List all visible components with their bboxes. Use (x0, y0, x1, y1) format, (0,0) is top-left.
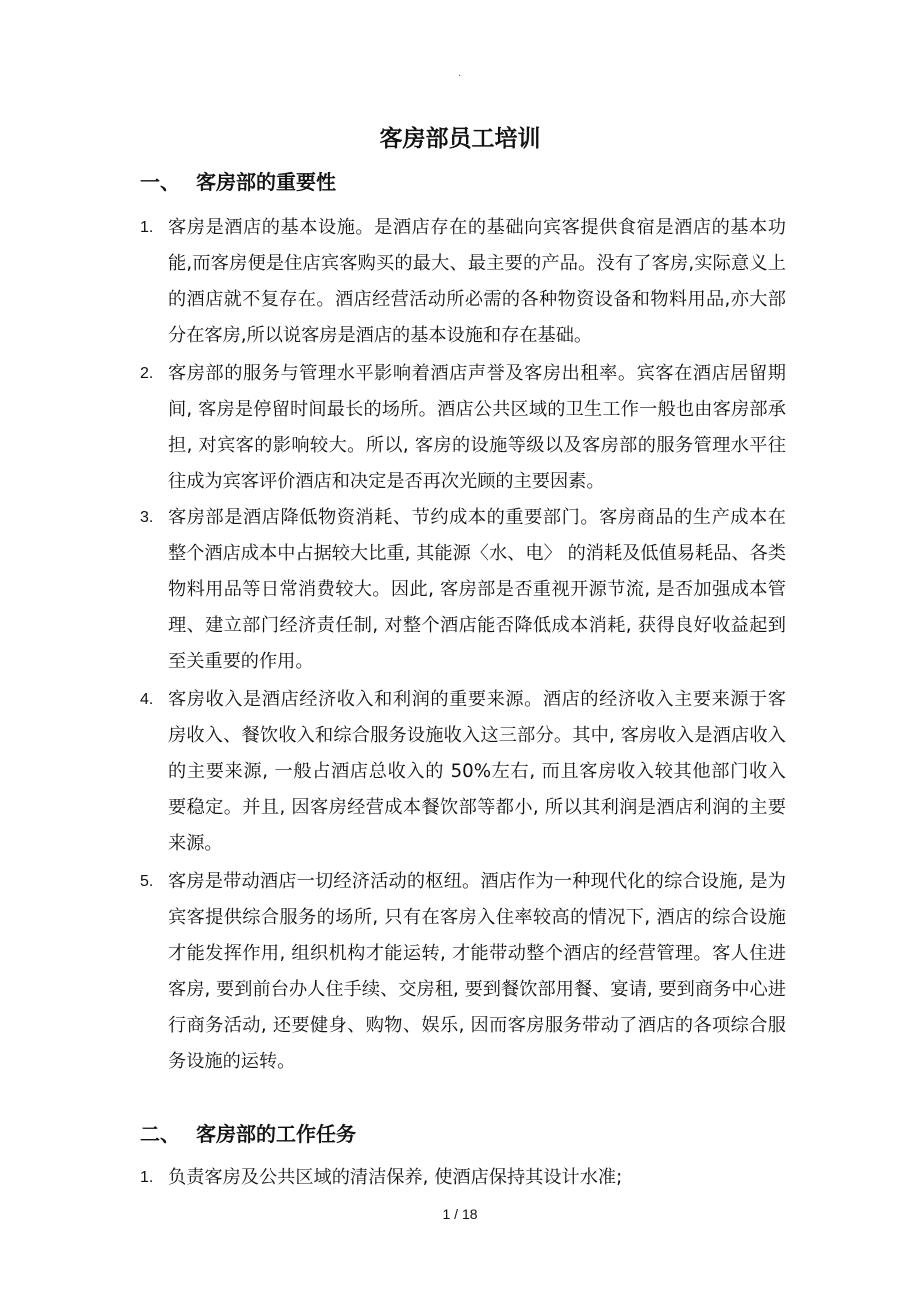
paragraph-line: 务设施的运转。 (168, 1051, 296, 1072)
paragraph-line: 整个酒店成本中占据较大比重, 其能源〈水、电〉 的消耗及低值易耗品、各类 (168, 543, 786, 564)
paragraph-line: 才能发挥作用, 组织机构才能运转, 才能带动整个酒店的经营管理。客人住进 (168, 943, 786, 964)
paragraph-line: 客房部是酒店降低物资消耗、节约成本的重要部门。客房商品的生产成本在 (168, 507, 786, 528)
section-number: 一、 (140, 170, 180, 194)
paragraph-line: 能,而客房便是住店宾客购买的最大、最主要的产品。没有了客房,实际意义上 (168, 253, 786, 274)
section-heading-text: 客房部的工作任务 (196, 1122, 356, 1146)
paragraph-line: 物料用品等日常消费较大。因此, 客房部是否重视开源节流, 是否加强成本管 (168, 579, 786, 600)
section-number: 二、 (140, 1122, 180, 1146)
paragraph-line: 至关重要的作用。 (168, 651, 314, 672)
list-item-number: 3. (140, 509, 154, 526)
paragraph-line: 的主要来源, 一般占酒店总收入的 50%左右, 而且客房收入较其他部门收入 (168, 761, 786, 782)
paragraph-line: 客房, 要到前台办人住手续、交房租, 要到餐饮部用餐、宴请, 要到商务中心进 (168, 979, 786, 1000)
paragraph-line: 宾客提供综合服务的场所, 只有在客房入住率较高的情况下, 酒店的综合设施 (168, 907, 786, 928)
list-item (140, 864, 786, 1080)
list-item (140, 1160, 786, 1196)
section-heading-text: 客房部的重要性 (196, 170, 336, 194)
paragraph-line: 往成为宾客评价酒店和决定是否再次光顾的主要因素。 (168, 471, 605, 492)
list-item-number: 5. (140, 873, 154, 890)
paragraph-line: 的酒店就不复存在。酒店经营活动所必需的各种物资设备和物料用品,亦大部 (168, 289, 786, 310)
paragraph-line: 客房是带动酒店一切经济活动的枢纽。酒店作为一种现代化的综合设施, 是为 (168, 871, 786, 892)
paragraph-line: 行商务活动, 还要健身、购物、娱乐, 因而客房服务带动了酒店的各项综合服 (168, 1015, 786, 1036)
paragraph-line: 负责客房及公共区域的清洁保养, 使酒店保持其设计水准; (168, 1167, 623, 1188)
list-item-number: 2. (140, 365, 154, 382)
list-item (140, 682, 786, 862)
list-item-number: 4. (140, 691, 154, 708)
list-item-number: 1. (140, 1169, 154, 1186)
paragraph-line: 客房是酒店的基本设施。是酒店存在的基础向宾客提供食宿是酒店的基本功 (168, 217, 786, 238)
list-item (140, 210, 786, 354)
paragraph-line: 担, 对宾客的影响较大。所以, 客房的设施等级以及客房部的服务管理水平往 (168, 435, 786, 456)
page-number: 1 / 18 (442, 1206, 478, 1222)
header-mark: . (458, 68, 462, 79)
paragraph-line: 客房部的服务与管理水平影响着酒店声誉及客房出租率。宾客在酒店居留期 (168, 363, 786, 384)
section-heading (140, 166, 336, 195)
paragraph-line: 房收入、餐饮收入和综合服务设施收入这三部分。其中, 客房收入是酒店收入 (168, 725, 786, 746)
paragraph-line: 间, 客房是停留时间最长的场所。酒店公共区域的卫生工作一般也由客房部承 (168, 399, 786, 420)
paragraph-line: 要稳定。并且, 因客房经营成本餐饮部等都小, 所以其利润是酒店利润的主要 (168, 797, 786, 818)
list-item-number: 1. (140, 219, 154, 236)
paragraph-line: 客房收入是酒店经济收入和利润的重要来源。酒店的经济收入主要来源于客 (168, 689, 786, 710)
paragraph-line: 理、建立部门经济责任制, 对整个酒店能否降低成本消耗, 获得良好收益起到 (168, 615, 786, 636)
paragraph-line: 来源。 (168, 833, 223, 854)
section-heading (140, 1118, 356, 1147)
list-item (140, 500, 786, 680)
document-title: 客房部员工培训 (379, 126, 541, 152)
paragraph-line: 分在客房,所以说客房是酒店的基本设施和存在基础。 (168, 325, 593, 346)
list-item (140, 356, 786, 500)
